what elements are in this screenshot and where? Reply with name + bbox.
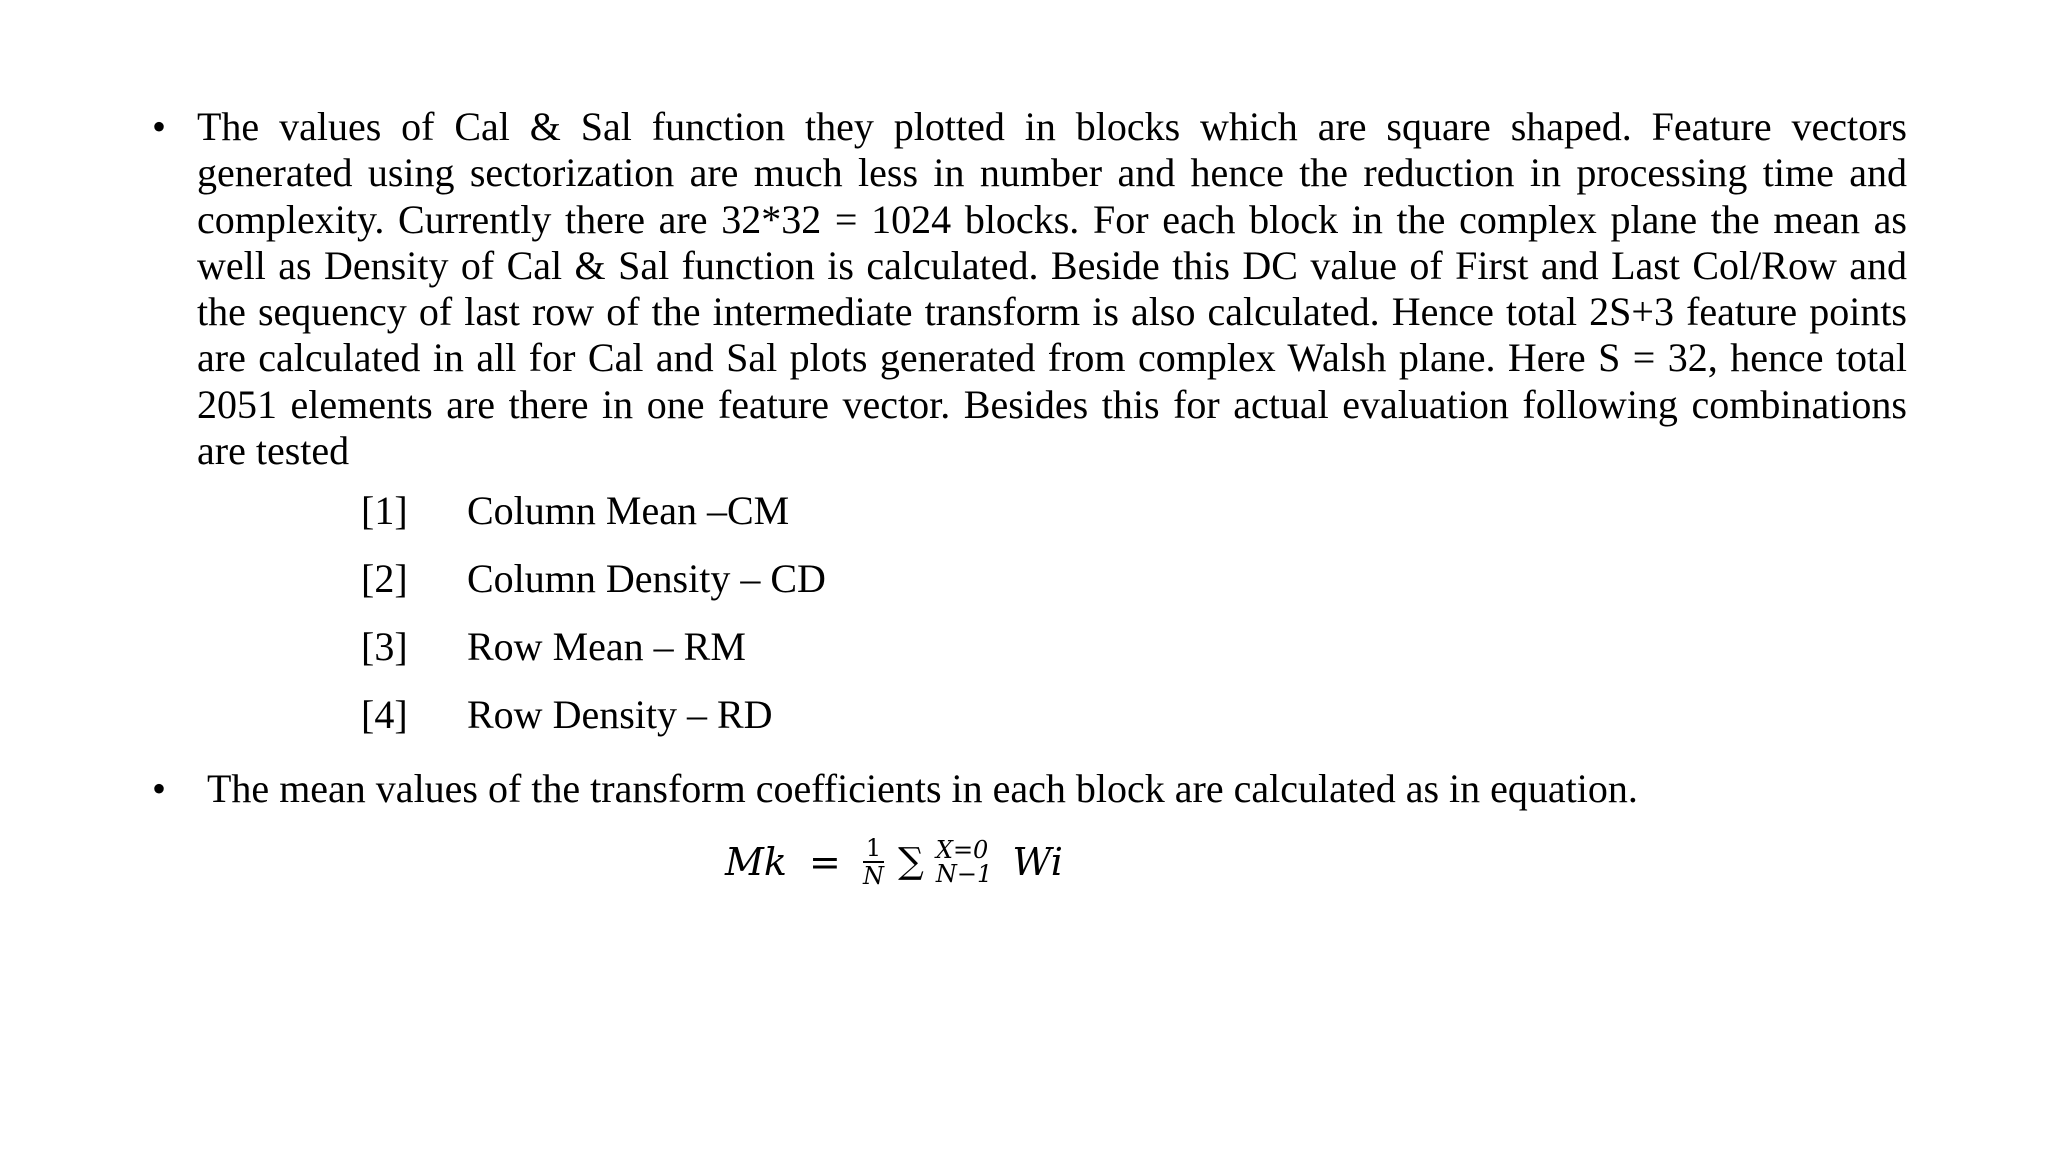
- equals-sign: =: [809, 839, 841, 884]
- list-item-text: Row Mean – RM: [467, 624, 746, 669]
- bullet-item-2: [152, 766, 1638, 812]
- summation-limits: [935, 835, 993, 888]
- bullet-icon: •: [152, 766, 167, 811]
- summation-symbol: ∑: [898, 840, 924, 882]
- list-item-text: Column Density – CD: [467, 556, 826, 601]
- fraction-numerator: 1: [863, 835, 884, 863]
- lower-limit: N−1: [935, 859, 993, 888]
- list-item-number: [1]: [361, 488, 408, 533]
- fraction-denominator: N: [862, 861, 884, 890]
- list-item-text: Column Mean –CM: [467, 488, 790, 533]
- paragraph-mean-values: The mean values of the transform coefficients in each block are calculated as in equation.: [207, 766, 1638, 811]
- list-item-number: [3]: [361, 624, 408, 669]
- mean-equation: [725, 828, 1063, 892]
- upper-limit: X=0: [935, 835, 989, 864]
- list-item-number: [4]: [361, 692, 408, 737]
- bullet-icon: •: [152, 104, 167, 149]
- paragraph-feature-vectors: The values of Cal & Sal function they plotted in blocks which are square shaped. Feature vectors generated using sectorization are much less in number and hence the reduction in processing time and complexity. Currently there are 32*32 = 1024 blocks. For each block in the complex plane the mean as well as Density of Cal & Sal function is calculated. Beside this DC value of First and Last Col/Row and the sequency of last row of the intermediate transform is also calculated. Hence total 2S+3 feature points are calculated in all for Cal and Sal plots generated from complex Walsh plane. Here S = 32, hence total 2051 elements are there in one feature vector. Besides this for actual evaluation following combinations are tested: [197, 104, 1907, 474]
- fraction: [863, 835, 884, 889]
- equation-rhs: Wi: [1012, 839, 1063, 884]
- list-item-text: Row Density – RD: [467, 692, 773, 737]
- list-item-number: [2]: [361, 556, 408, 601]
- equation-lhs: Mk: [725, 839, 787, 884]
